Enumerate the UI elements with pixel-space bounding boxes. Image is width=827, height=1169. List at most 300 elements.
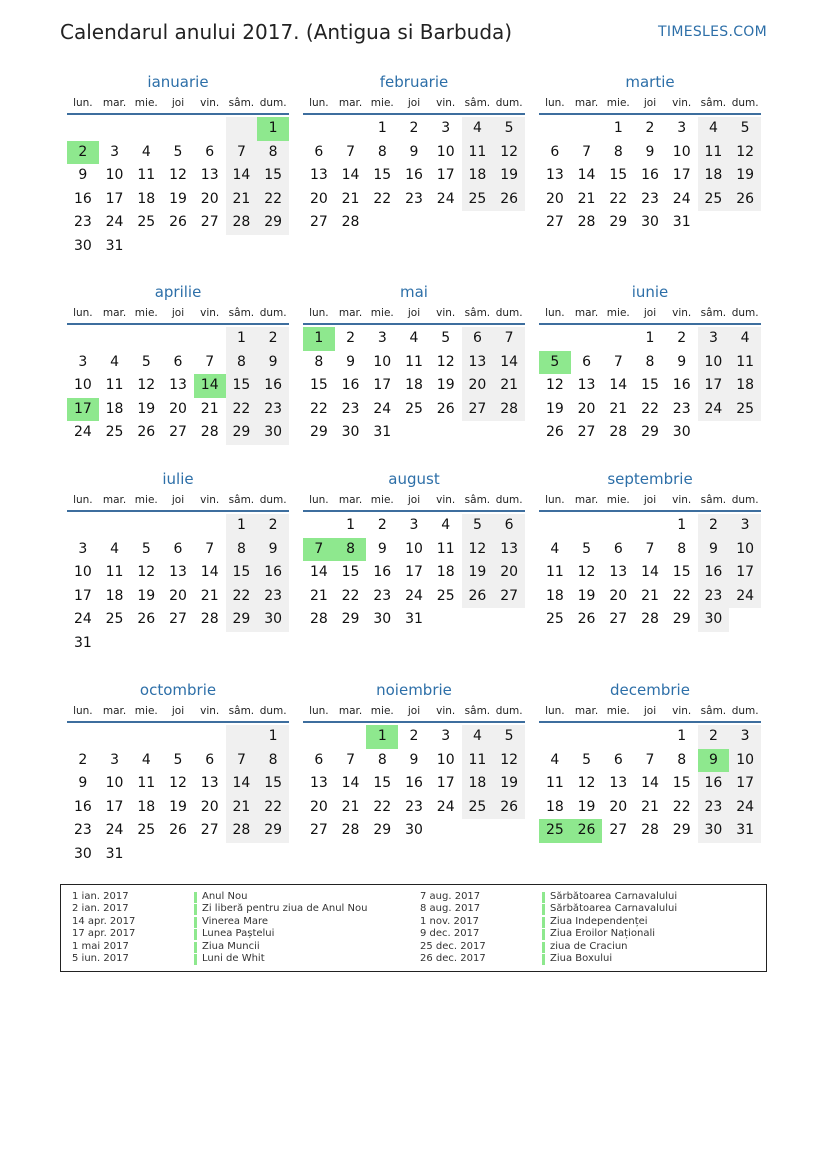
day-cell: 30 bbox=[257, 608, 289, 632]
day-cell: 13 bbox=[169, 377, 187, 394]
day-cell: 4 bbox=[698, 117, 730, 141]
day-cell: 11 bbox=[137, 775, 156, 792]
empty-cell bbox=[130, 235, 162, 259]
day-cell: 21 bbox=[309, 587, 328, 604]
day-cell: 3 bbox=[110, 751, 120, 768]
day-cell: 19 bbox=[577, 798, 596, 815]
day-cell: 15 bbox=[641, 377, 659, 394]
day-cell: 21 bbox=[641, 587, 659, 604]
day-cell: 20 bbox=[309, 798, 328, 815]
day-cell: 5 bbox=[493, 725, 525, 749]
day-cell: 11 bbox=[105, 377, 124, 394]
day-cell: 3 bbox=[409, 517, 419, 533]
weekday-label: mie. bbox=[606, 705, 630, 717]
day-grid bbox=[67, 327, 289, 445]
day-cell: 30 bbox=[373, 611, 392, 628]
day-cell: 21 bbox=[341, 798, 360, 815]
month-name: octombrie bbox=[139, 681, 217, 699]
holiday-date: 5 iun. 2017 bbox=[72, 953, 129, 964]
empty-cell bbox=[602, 725, 634, 749]
day-cell: 14 bbox=[641, 775, 659, 792]
empty-cell bbox=[430, 211, 462, 235]
weekday-label: lun. bbox=[73, 97, 93, 109]
weekday-label: dum. bbox=[495, 705, 523, 717]
day-cell: 4 bbox=[462, 725, 494, 749]
day-cell: 28 bbox=[226, 211, 258, 235]
empty-cell bbox=[99, 725, 131, 749]
day-cell: 2 bbox=[346, 330, 356, 346]
weekday-label: mie. bbox=[370, 97, 394, 109]
weekday-label: vin. bbox=[436, 97, 456, 109]
day-cell: 3 bbox=[78, 353, 88, 370]
holiday-date: 1 ian. 2017 bbox=[72, 891, 129, 902]
weekday-label: vin. bbox=[436, 705, 456, 717]
weekday-label: joi bbox=[407, 494, 421, 506]
day-cell: 5 bbox=[582, 540, 592, 557]
day-grid bbox=[67, 117, 289, 259]
day-cell: 27 bbox=[493, 585, 525, 609]
day-cell: 29 bbox=[373, 822, 392, 839]
day-cell: 16 bbox=[698, 561, 730, 585]
month-august bbox=[303, 468, 525, 632]
weekday-header bbox=[539, 701, 761, 723]
day-cell: 30 bbox=[405, 822, 423, 839]
weekday-label: lun. bbox=[545, 705, 565, 717]
weekday-label: mie. bbox=[370, 494, 394, 506]
day-cell: 27 bbox=[609, 611, 628, 628]
day-cell: 29 bbox=[609, 214, 628, 231]
day-cell: 30 bbox=[641, 214, 659, 231]
holiday-name: Anul Nou bbox=[202, 891, 248, 902]
day-cell: 23 bbox=[672, 400, 691, 417]
day-cell: 12 bbox=[137, 377, 156, 394]
day-cell: 1 bbox=[226, 327, 258, 351]
day-cell: 10 bbox=[73, 377, 92, 394]
day-cell: 6 bbox=[173, 540, 183, 557]
day-cell: 8 bbox=[335, 538, 367, 562]
month-februarie bbox=[303, 71, 525, 235]
weekday-label: dum. bbox=[259, 97, 287, 109]
day-cell: 19 bbox=[169, 190, 187, 207]
day-cell: 25 bbox=[462, 796, 494, 820]
day-cell: 7 bbox=[645, 540, 655, 557]
empty-cell bbox=[226, 725, 258, 749]
weekday-label: mie. bbox=[606, 494, 630, 506]
weekday-header bbox=[303, 303, 525, 325]
day-cell: 21 bbox=[641, 798, 659, 815]
weekday-label: mie. bbox=[370, 705, 394, 717]
day-cell: 9 bbox=[698, 749, 730, 773]
empty-cell bbox=[162, 843, 194, 867]
day-cell: 8 bbox=[257, 749, 289, 773]
day-cell: 4 bbox=[110, 353, 120, 370]
day-cell: 16 bbox=[257, 374, 289, 398]
day-cell: 24 bbox=[105, 214, 124, 231]
holiday-name: Sărbătoarea Carnavalului bbox=[550, 903, 678, 915]
day-cell: 9 bbox=[409, 751, 419, 768]
day-cell: 8 bbox=[613, 143, 623, 160]
day-cell: 2 bbox=[645, 120, 655, 136]
day-cell: 17 bbox=[105, 798, 124, 815]
holiday-marker bbox=[542, 904, 545, 915]
month-iunie bbox=[539, 281, 761, 445]
month-mai bbox=[303, 281, 525, 445]
day-cell: 23 bbox=[641, 190, 659, 207]
day-cell: 24 bbox=[729, 796, 761, 820]
empty-cell bbox=[67, 117, 99, 141]
empty-cell bbox=[602, 327, 634, 351]
empty-cell bbox=[194, 117, 226, 141]
weekday-label: sâm. bbox=[700, 494, 727, 506]
day-grid bbox=[303, 725, 525, 843]
day-cell: 13 bbox=[545, 167, 564, 184]
weekday-label: dum. bbox=[259, 307, 287, 319]
day-cell: 26 bbox=[493, 796, 525, 820]
holiday-marker bbox=[194, 904, 197, 915]
holiday-name: Zi liberă pentru ziua de Anul Nou bbox=[202, 903, 368, 915]
weekday-label: joi bbox=[171, 494, 185, 506]
day-cell: 17 bbox=[105, 190, 124, 207]
day-cell: 25 bbox=[539, 819, 571, 843]
day-cell: 29 bbox=[341, 611, 360, 628]
day-cell: 14 bbox=[194, 374, 226, 398]
day-cell: 10 bbox=[373, 353, 392, 370]
day-cell: 8 bbox=[314, 353, 324, 370]
day-cell: 6 bbox=[493, 514, 525, 538]
day-cell: 18 bbox=[105, 587, 124, 604]
holiday-marker bbox=[194, 892, 197, 903]
weekday-header bbox=[539, 93, 761, 115]
weekday-label: vin. bbox=[672, 307, 692, 319]
day-cell: 1 bbox=[366, 725, 398, 749]
day-cell: 1 bbox=[303, 327, 335, 351]
day-cell: 18 bbox=[436, 564, 455, 581]
day-cell: 27 bbox=[169, 611, 187, 628]
day-cell: 27 bbox=[309, 214, 328, 231]
day-grid bbox=[539, 117, 761, 235]
day-cell: 25 bbox=[462, 188, 494, 212]
day-cell: 30 bbox=[257, 421, 289, 445]
day-cell: 22 bbox=[341, 587, 360, 604]
day-cell: 3 bbox=[441, 728, 451, 744]
day-cell: 19 bbox=[493, 772, 525, 796]
day-cell: 16 bbox=[672, 377, 691, 394]
weekday-header bbox=[303, 490, 525, 512]
weekday-label: vin. bbox=[200, 307, 220, 319]
day-cell: 12 bbox=[137, 564, 156, 581]
day-grid bbox=[539, 725, 761, 843]
day-cell: 3 bbox=[441, 120, 451, 136]
page-title: Calendarul anului 2017. (Antigua si Barbuda) bbox=[60, 20, 513, 44]
weekday-label: sâm. bbox=[700, 97, 727, 109]
month-name: ianuarie bbox=[147, 73, 209, 91]
day-cell: 12 bbox=[436, 353, 455, 370]
weekday-header bbox=[539, 303, 761, 325]
day-cell: 2 bbox=[377, 517, 387, 533]
weekday-label: mar. bbox=[338, 97, 363, 109]
day-cell: 26 bbox=[169, 214, 187, 231]
empty-cell bbox=[130, 117, 162, 141]
day-cell: 14 bbox=[226, 164, 258, 188]
day-cell: 4 bbox=[729, 327, 761, 351]
day-cell: 20 bbox=[462, 374, 494, 398]
day-cell: 7 bbox=[205, 540, 215, 557]
day-cell: 9 bbox=[78, 167, 88, 184]
month-name: septembrie bbox=[607, 470, 693, 488]
day-cell: 15 bbox=[373, 167, 392, 184]
holiday-name: Sărbătoarea Carnavalului bbox=[550, 891, 678, 902]
day-cell: 7 bbox=[346, 143, 356, 160]
holiday-marker bbox=[542, 929, 545, 940]
day-cell: 20 bbox=[169, 400, 187, 417]
empty-cell bbox=[162, 514, 194, 538]
day-cell: 1 bbox=[346, 517, 356, 533]
day-cell: 6 bbox=[173, 353, 183, 370]
day-cell: 1 bbox=[677, 728, 687, 744]
day-cell: 4 bbox=[441, 517, 451, 533]
weekday-label: sâm. bbox=[228, 494, 255, 506]
day-cell: 29 bbox=[641, 424, 659, 441]
day-cell: 11 bbox=[462, 749, 494, 773]
empty-cell bbox=[335, 725, 367, 749]
empty-cell bbox=[162, 327, 194, 351]
holiday-marker bbox=[542, 954, 545, 965]
holiday-date: 8 aug. 2017 bbox=[420, 903, 481, 915]
day-cell: 12 bbox=[169, 775, 187, 792]
day-cell: 1 bbox=[226, 514, 258, 538]
day-cell: 15 bbox=[672, 775, 691, 792]
day-cell: 12 bbox=[462, 538, 494, 562]
day-cell: 16 bbox=[73, 190, 92, 207]
day-cell: 23 bbox=[698, 585, 730, 609]
month-name: decembrie bbox=[610, 681, 690, 699]
weekday-label: mar. bbox=[102, 97, 127, 109]
weekday-label: vin. bbox=[200, 494, 220, 506]
holiday-marker bbox=[194, 929, 197, 940]
day-cell: 21 bbox=[200, 587, 219, 604]
day-cell: 18 bbox=[105, 400, 124, 417]
day-cell: 28 bbox=[200, 611, 219, 628]
weekday-label: sâm. bbox=[700, 705, 727, 717]
month-name: iulie bbox=[162, 470, 194, 488]
day-cell: 30 bbox=[341, 424, 360, 441]
day-cell: 31 bbox=[105, 237, 124, 254]
day-cell: 13 bbox=[200, 167, 219, 184]
day-cell: 23 bbox=[698, 796, 730, 820]
day-cell: 11 bbox=[405, 353, 423, 370]
day-cell: 31 bbox=[729, 819, 761, 843]
day-cell: 16 bbox=[641, 167, 659, 184]
weekday-label: sâm. bbox=[464, 494, 491, 506]
day-cell: 15 bbox=[309, 377, 328, 394]
day-cell: 15 bbox=[672, 564, 691, 581]
weekday-label: sâm. bbox=[228, 307, 255, 319]
day-cell: 10 bbox=[729, 538, 761, 562]
day-cell: 2 bbox=[409, 120, 419, 136]
day-cell: 11 bbox=[729, 351, 761, 375]
weekday-label: lun. bbox=[309, 494, 329, 506]
day-cell: 1 bbox=[257, 725, 289, 749]
weekday-label: lun. bbox=[545, 307, 565, 319]
empty-cell bbox=[493, 608, 525, 632]
month-name: mai bbox=[400, 283, 428, 301]
day-cell: 2 bbox=[698, 725, 730, 749]
day-cell: 19 bbox=[137, 400, 156, 417]
day-cell: 25 bbox=[405, 400, 423, 417]
empty-cell bbox=[257, 235, 289, 259]
day-cell: 17 bbox=[698, 374, 730, 398]
day-cell: 12 bbox=[493, 141, 525, 165]
weekday-label: dum. bbox=[259, 494, 287, 506]
month-septembrie bbox=[539, 468, 761, 632]
day-cell: 18 bbox=[729, 374, 761, 398]
empty-cell bbox=[462, 421, 494, 445]
day-cell: 28 bbox=[641, 611, 659, 628]
day-cell: 12 bbox=[169, 167, 187, 184]
day-cell: 22 bbox=[373, 798, 392, 815]
holiday-marker bbox=[194, 917, 197, 928]
day-cell: 13 bbox=[493, 538, 525, 562]
day-cell: 16 bbox=[698, 772, 730, 796]
empty-cell bbox=[398, 421, 430, 445]
day-cell: 25 bbox=[729, 398, 761, 422]
day-cell: 18 bbox=[545, 587, 564, 604]
day-cell: 9 bbox=[698, 538, 730, 562]
empty-cell bbox=[539, 725, 571, 749]
empty-cell bbox=[539, 514, 571, 538]
day-cell: 26 bbox=[571, 819, 603, 843]
empty-cell bbox=[130, 327, 162, 351]
day-cell: 1 bbox=[645, 330, 655, 346]
month-aprilie bbox=[67, 281, 289, 445]
day-cell: 20 bbox=[493, 561, 525, 585]
empty-cell bbox=[99, 632, 131, 656]
day-cell: 28 bbox=[493, 398, 525, 422]
weekday-label: vin. bbox=[200, 705, 220, 717]
holiday-name: ziua de Craciun bbox=[550, 940, 628, 952]
day-cell: 4 bbox=[141, 751, 151, 768]
day-cell: 8 bbox=[226, 538, 258, 562]
day-cell: 7 bbox=[226, 141, 258, 165]
holiday-date: 25 dec. 2017 bbox=[420, 940, 486, 952]
day-cell: 27 bbox=[577, 424, 596, 441]
day-cell: 10 bbox=[436, 143, 455, 160]
weekday-label: sâm. bbox=[464, 97, 491, 109]
weekday-label: lun. bbox=[73, 705, 93, 717]
weekday-label: vin. bbox=[436, 307, 456, 319]
day-cell: 24 bbox=[373, 400, 392, 417]
weekday-label: joi bbox=[171, 307, 185, 319]
weekday-label: joi bbox=[643, 97, 657, 109]
day-cell: 18 bbox=[462, 164, 494, 188]
empty-cell bbox=[194, 327, 226, 351]
day-cell: 3 bbox=[377, 330, 387, 346]
day-cell: 9 bbox=[257, 351, 289, 375]
day-cell: 4 bbox=[141, 143, 151, 160]
day-grid bbox=[303, 117, 525, 235]
weekday-label: mie. bbox=[134, 494, 158, 506]
empty-cell bbox=[226, 843, 258, 867]
day-grid bbox=[539, 327, 761, 445]
day-cell: 3 bbox=[78, 540, 88, 557]
day-cell: 28 bbox=[609, 424, 628, 441]
day-cell: 17 bbox=[373, 377, 392, 394]
day-cell: 6 bbox=[613, 540, 623, 557]
day-cell: 20 bbox=[309, 190, 328, 207]
weekday-header bbox=[67, 490, 289, 512]
day-cell: 28 bbox=[341, 214, 360, 231]
empty-cell bbox=[194, 725, 226, 749]
weekday-label: mar. bbox=[574, 97, 599, 109]
day-cell: 20 bbox=[200, 798, 219, 815]
day-cell: 24 bbox=[73, 611, 92, 628]
weekday-label: vin. bbox=[672, 705, 692, 717]
empty-cell bbox=[99, 327, 131, 351]
day-cell: 12 bbox=[545, 377, 564, 394]
day-cell: 16 bbox=[73, 798, 92, 815]
weekday-label: dum. bbox=[731, 494, 759, 506]
day-cell: 18 bbox=[405, 377, 423, 394]
day-cell: 3 bbox=[110, 143, 120, 160]
day-cell: 21 bbox=[341, 190, 360, 207]
day-cell: 31 bbox=[672, 214, 691, 231]
month-name: noiembrie bbox=[376, 681, 452, 699]
holiday-name: Lunea Paștelui bbox=[202, 928, 275, 940]
weekday-label: sâm. bbox=[228, 705, 255, 717]
empty-cell bbox=[539, 117, 571, 141]
holiday-date: 1 mai 2017 bbox=[72, 940, 129, 952]
weekday-label: sâm. bbox=[228, 97, 255, 109]
month-name: martie bbox=[625, 73, 675, 91]
weekday-label: vin. bbox=[436, 494, 456, 506]
day-cell: 22 bbox=[641, 400, 659, 417]
empty-cell bbox=[729, 211, 761, 235]
day-cell: 27 bbox=[200, 214, 219, 231]
holiday-marker bbox=[194, 942, 197, 953]
holiday-name: Ziua Boxului bbox=[550, 953, 613, 964]
weekday-label: mie. bbox=[606, 307, 630, 319]
day-cell: 23 bbox=[257, 398, 289, 422]
day-cell: 23 bbox=[73, 822, 92, 839]
day-cell: 9 bbox=[677, 353, 687, 370]
month-name: iunie bbox=[631, 283, 669, 301]
day-cell: 23 bbox=[73, 214, 92, 231]
day-cell: 24 bbox=[73, 424, 92, 441]
day-cell: 10 bbox=[436, 751, 455, 768]
day-cell: 20 bbox=[609, 798, 628, 815]
day-cell: 31 bbox=[73, 634, 92, 651]
day-cell: 15 bbox=[609, 167, 628, 184]
empty-cell bbox=[130, 725, 162, 749]
empty-cell bbox=[67, 327, 99, 351]
day-cell: 17 bbox=[67, 398, 99, 422]
day-cell: 29 bbox=[257, 211, 289, 235]
day-cell: 31 bbox=[105, 845, 124, 862]
brand-link[interactable]: TIMESLES.COM bbox=[658, 24, 767, 40]
day-cell: 4 bbox=[110, 540, 120, 557]
holiday-date: 9 dec. 2017 bbox=[420, 928, 480, 940]
day-cell: 1 bbox=[377, 120, 387, 136]
empty-cell bbox=[462, 608, 494, 632]
day-cell: 15 bbox=[257, 164, 289, 188]
holiday-marker bbox=[542, 892, 545, 903]
month-octombrie bbox=[67, 679, 289, 867]
day-cell: 5 bbox=[441, 330, 451, 346]
holiday-name: Luni de Whit bbox=[202, 953, 265, 964]
empty-cell bbox=[162, 632, 194, 656]
day-cell: 31 bbox=[373, 424, 392, 441]
day-cell: 21 bbox=[493, 374, 525, 398]
